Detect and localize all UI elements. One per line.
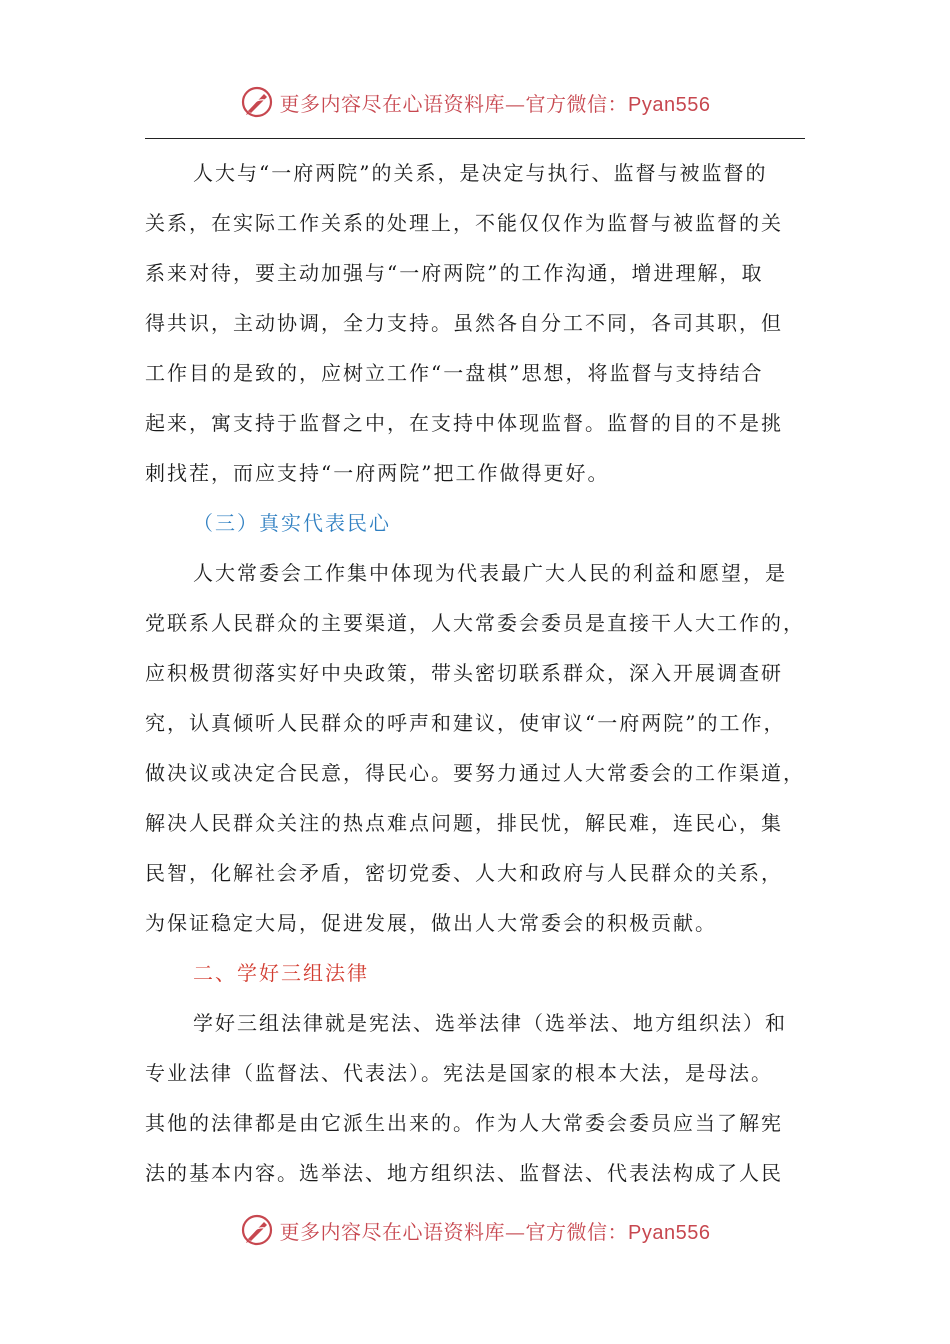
- header-wechat-id: Pyan556: [628, 93, 711, 116]
- header-dash: —: [505, 91, 526, 116]
- section-heading: 二、学好三组法律: [193, 961, 369, 985]
- paragraph-line: 关系，在实际工作关系的处理上，不能仅仅作为监督与被监督的关: [145, 211, 783, 235]
- paragraph-line: 民智，化解社会矛盾，密切党委、人大和政府与人民群众的关系，: [145, 861, 783, 885]
- paragraph-line: 起来，寓支持于监督之中，在支持中体现监督。监督的目的不是挑: [145, 411, 783, 435]
- paragraph-line: 做决议或决定合民意，得民心。要努力通过人大常委会的工作渠道，: [145, 761, 805, 785]
- footer-wechat-label: 官方微信：: [525, 1219, 629, 1244]
- footer-dash: —: [505, 1219, 526, 1244]
- paragraph-line: 应积极贯彻落实好中央政策，带头密切联系群众，深入开展调查研: [145, 661, 783, 685]
- pen-logo-icon: [240, 85, 274, 119]
- paragraph-line: 法的基本内容。选举法、地方组织法、监督法、代表法构成了人民: [145, 1161, 783, 1185]
- paragraph-line: 得共识，主动协调，全力支持。虽然各自分工不同，各司其职，但: [145, 311, 783, 335]
- header-divider: [145, 138, 805, 139]
- paragraph-line: 为保证稳定大局，促进发展，做出人大常委会的积极贡献。: [145, 911, 717, 935]
- paragraph-line: 究，认真倾听人民群众的呼声和建议，使审议“一府两院”的工作，: [145, 711, 786, 735]
- paragraph-line: 解决人民群众关注的热点难点问题，排民忧，解民难，连民心，集: [145, 811, 783, 835]
- header-brand: 更多内容尽在心语资料库: [279, 91, 506, 116]
- paragraph-line: 工作目的是致的，应树立工作“一盘棋”思想，将监督与支持结合: [145, 361, 764, 385]
- footer-banner-text: [280, 1216, 711, 1245]
- paragraph-line: 专业法律（监督法、代表法）。宪法是国家的根本大法，是母法。: [145, 1061, 773, 1085]
- footer-wechat-id: Pyan556: [628, 1221, 711, 1244]
- pen-logo-icon: [240, 1213, 274, 1247]
- paragraph-line: 党联系人民群众的主要渠道，人大常委会委员是直接干人大工作的，: [145, 611, 805, 635]
- paragraph-line: 人大常委会工作集中体现为代表最广大人民的利益和愿望，是: [193, 561, 787, 585]
- subheading: （三）真实代表民心: [193, 511, 391, 535]
- paragraph-line: 系来对待，要主动加强与“一府两院”的工作沟通，增进理解，取: [145, 261, 764, 285]
- document-body: [145, 148, 805, 1198]
- header-banner: [0, 82, 950, 122]
- paragraph-line: 刺找茬，而应支持“一府两院”把工作做得更好。: [145, 461, 610, 485]
- footer-banner: [0, 1210, 950, 1250]
- paragraph-line: 人大与“一府两院”的关系，是决定与执行、监督与被监督的: [193, 161, 768, 185]
- footer-brand: 更多内容尽在心语资料库: [279, 1219, 506, 1244]
- paragraph-line: 学好三组法律就是宪法、选举法律（选举法、地方组织法）和: [193, 1011, 787, 1035]
- header-banner-text: [280, 88, 711, 117]
- paragraph-line: 其他的法律都是由它派生出来的。作为人大常委会委员应当了解宪: [145, 1111, 783, 1135]
- header-wechat-label: 官方微信：: [525, 91, 629, 116]
